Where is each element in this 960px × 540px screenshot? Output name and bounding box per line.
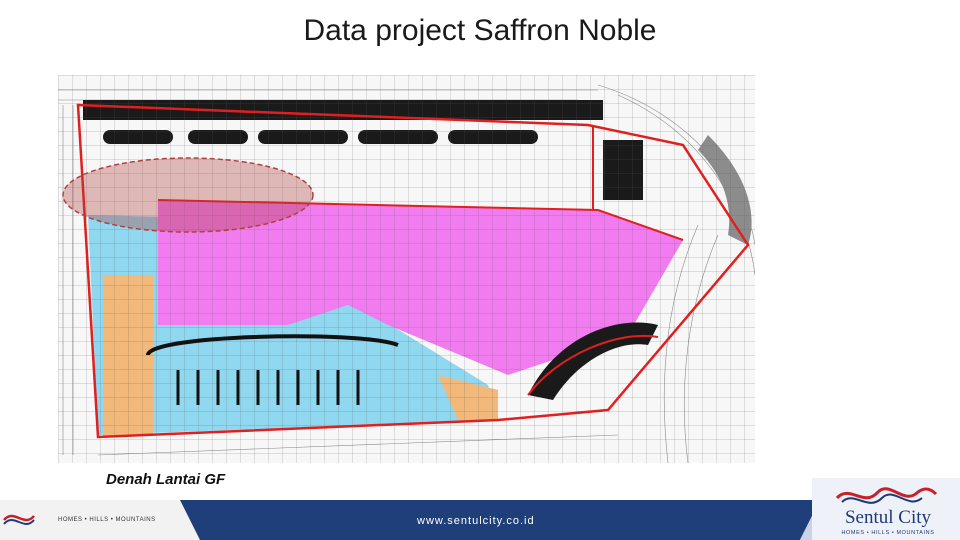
floor-plan xyxy=(58,75,755,463)
plan-caption: Denah Lantai GF xyxy=(106,471,226,488)
website-link[interactable]: www.sentulcity.co.id xyxy=(417,515,535,527)
highlighted-area xyxy=(63,158,313,232)
slide-title: Data project Saffron Noble xyxy=(303,14,657,47)
brand-subline: HOMES • HILLS • MOUNTAINS xyxy=(841,530,935,536)
brand-name: Sentul City xyxy=(844,507,932,528)
footer-tagline: HOMES • HILLS • MOUNTAINS xyxy=(58,517,156,523)
